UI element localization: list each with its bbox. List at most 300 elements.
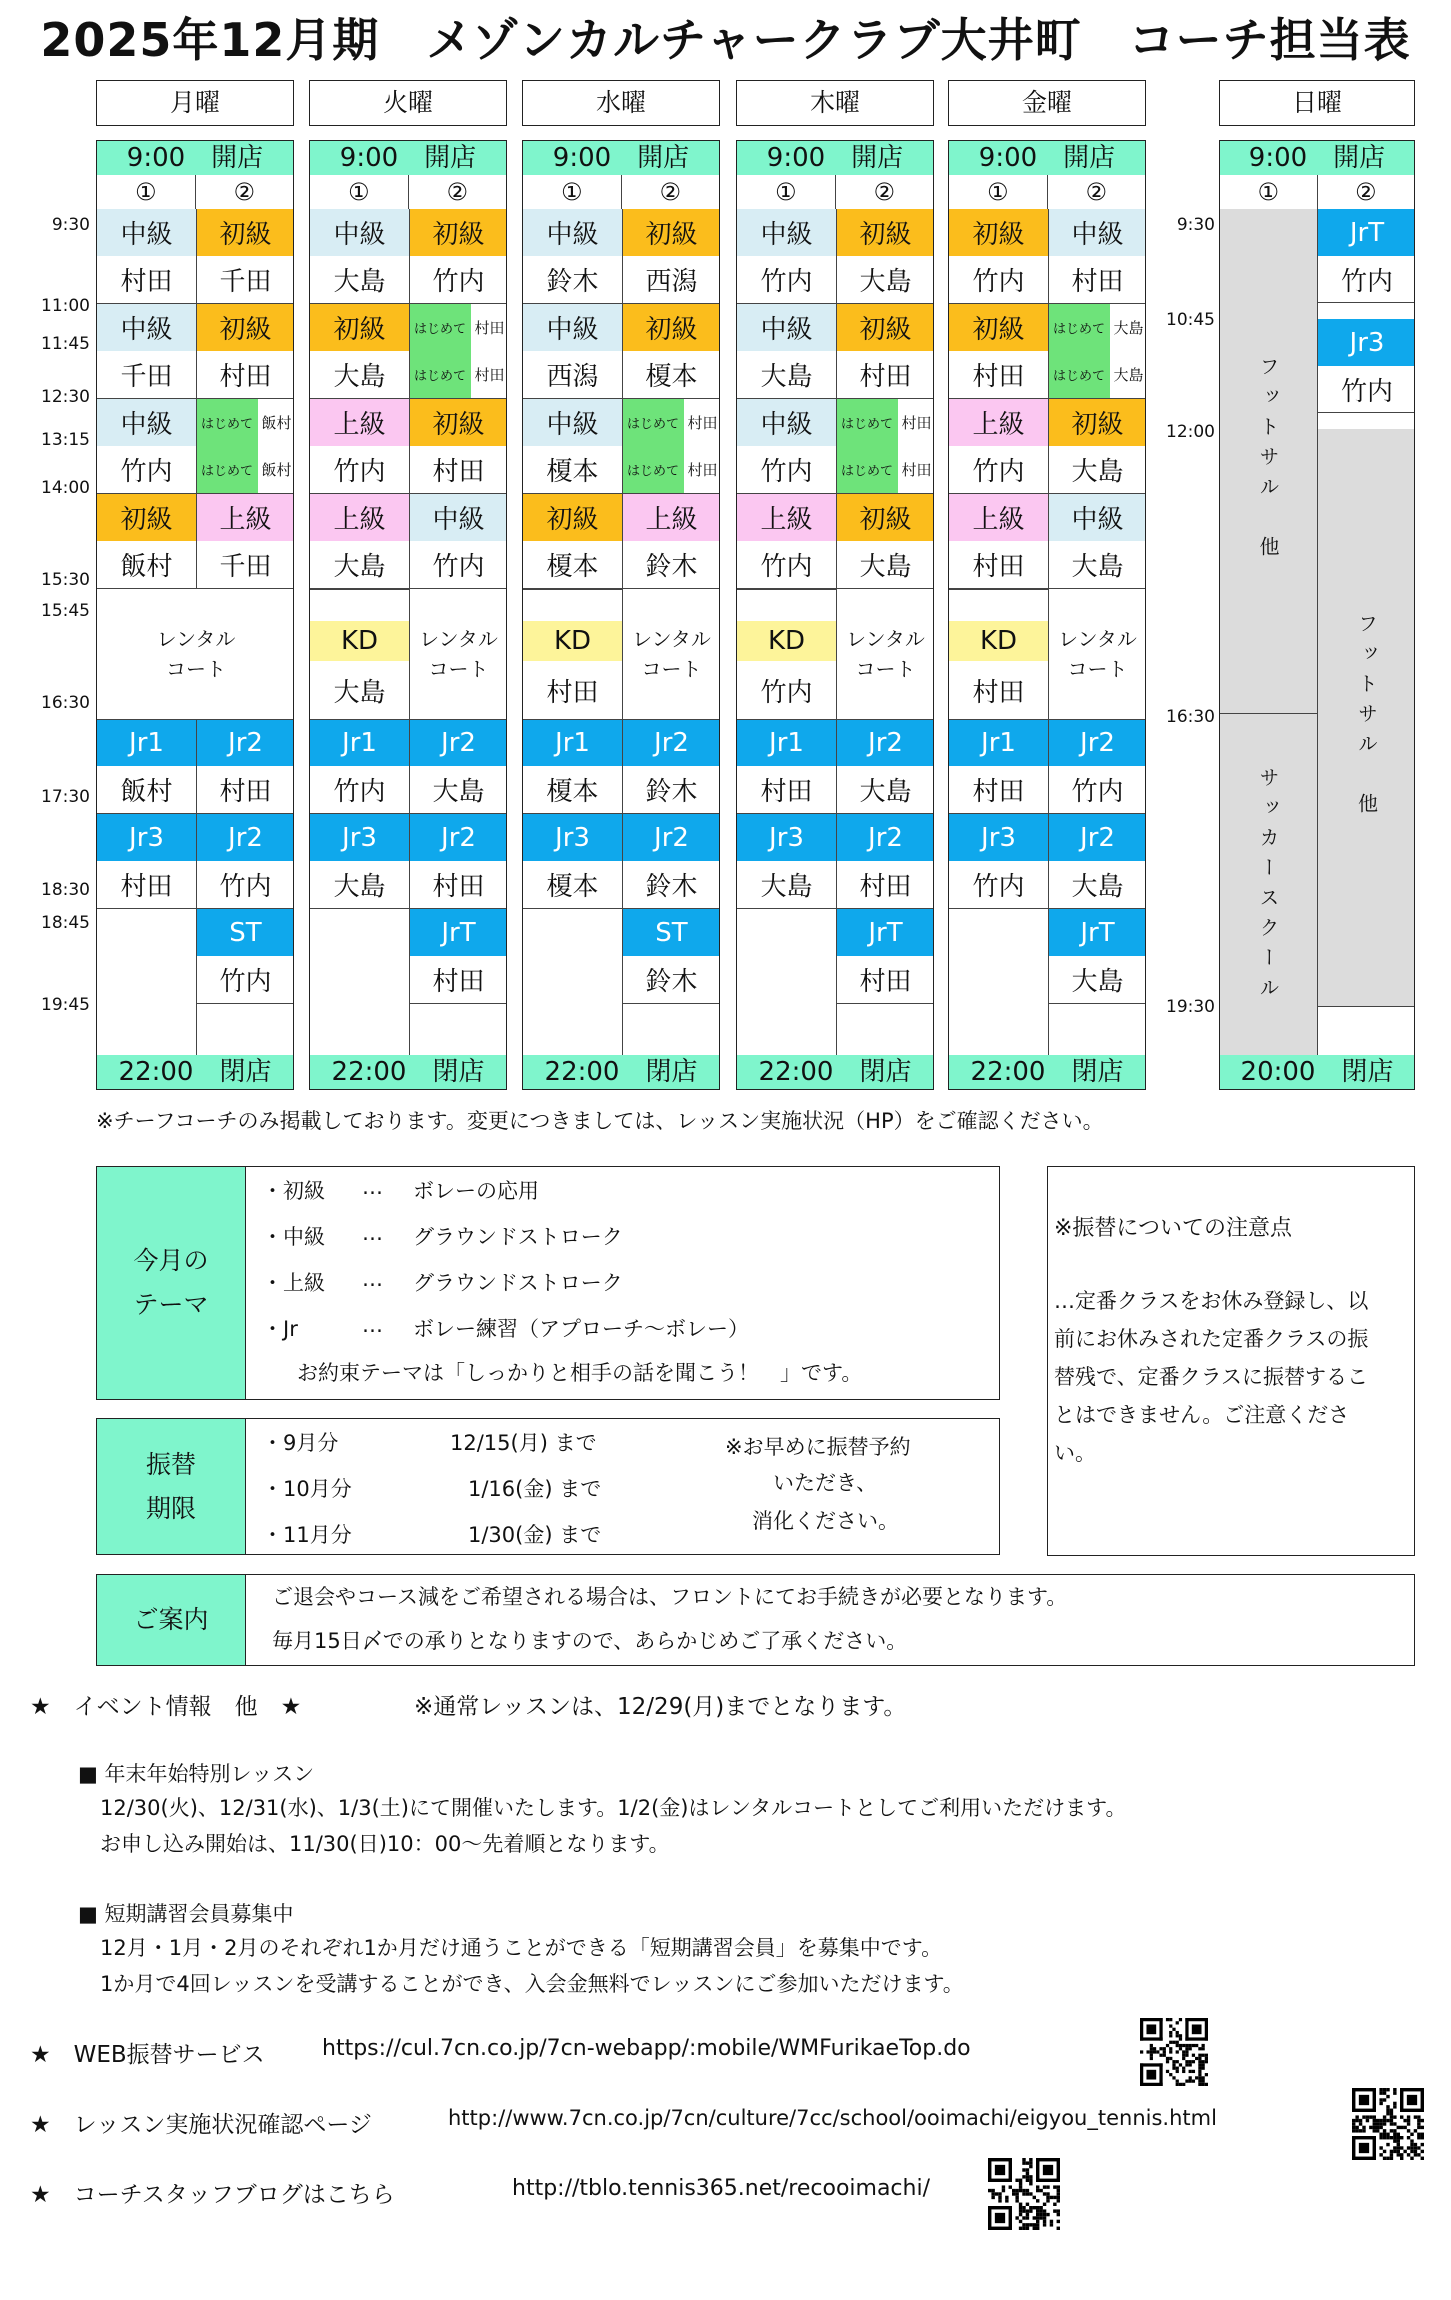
qr-code-lesson-status[interactable] xyxy=(1352,2088,1424,2160)
divider xyxy=(1048,1003,1146,1004)
class-level-jokyu: 上級 xyxy=(196,494,294,541)
rental-line-1: レンタル xyxy=(1058,627,1137,651)
rental-court xyxy=(622,589,720,719)
slot-header xyxy=(737,175,933,210)
transfer-month: ・9月分 xyxy=(262,1431,339,1455)
coach-name: 竹内 xyxy=(333,457,386,487)
special-lesson-line-1: 12/30(火)、12/31(水)、1/3(土)にて開催いたします。1/2(金)はレンタルコートとしてご利用いただけます。 xyxy=(100,1796,1127,1820)
coach-name: 大島 xyxy=(859,777,912,807)
theme-level: ・中級 xyxy=(262,1225,325,1249)
theme-dots: … xyxy=(362,1175,383,1199)
coach-name: 村田 xyxy=(474,366,505,384)
class-level-shokyu: 初級 xyxy=(409,399,507,446)
class-level-jokyu: 上級 xyxy=(622,494,720,541)
coach-name: 大島 xyxy=(1071,872,1124,902)
rental-line-1: レンタル xyxy=(846,627,925,651)
coach-name: 村田 xyxy=(219,777,272,807)
time-label: 10:45 xyxy=(1166,310,1215,330)
coach-name: 竹内 xyxy=(760,267,813,297)
coach-name: 竹内 xyxy=(972,457,1025,487)
coach-name: 大島 xyxy=(432,777,485,807)
hajimete-class xyxy=(196,399,294,446)
class-level-chukyu: 中級 xyxy=(97,209,196,256)
hajimete-class xyxy=(409,351,507,398)
transfer-note-2: いただき、 xyxy=(773,1471,878,1495)
mid-line xyxy=(196,209,197,589)
coach-name: 村田 xyxy=(219,362,272,392)
rental-line-1: レンタル xyxy=(156,627,236,651)
coach-name: 飯村 xyxy=(120,552,173,582)
open-band: 9:00 開店 xyxy=(949,141,1145,175)
coach-name: 鈴木 xyxy=(645,777,698,807)
day-header-wed: 水曜 xyxy=(522,80,720,126)
sun-jr3-class: Jr3 xyxy=(1318,319,1415,366)
day-header-tue: 火曜 xyxy=(309,80,507,126)
caution-title: ※振替についての注意点 xyxy=(1054,1216,1292,1241)
slot-1-label: ① xyxy=(737,175,836,209)
slot-1-label: ① xyxy=(1220,175,1318,209)
class-level-jr: Jr2 xyxy=(1048,814,1146,861)
time-label: 15:45 xyxy=(41,601,90,621)
hajimete-tag: はじめて xyxy=(622,446,684,493)
late-class: ST xyxy=(622,909,720,956)
class-level-shokyu: 初級 xyxy=(196,209,294,256)
coach-name: 飯村 xyxy=(261,461,292,479)
theme-label: 今月の テーマ xyxy=(97,1167,246,1399)
column-mon xyxy=(96,140,294,1090)
slot-2-label: ② xyxy=(659,178,681,206)
open-band: 9:00 開店 xyxy=(97,141,293,175)
class-level-chukyu: 中級 xyxy=(310,209,409,256)
kd-class: KD xyxy=(737,621,836,661)
rental-line-2: コート xyxy=(641,657,702,681)
row-divider xyxy=(523,719,719,720)
close-band: 20:00 閉店 xyxy=(1220,1055,1414,1089)
close-band: 22:00 閉店 xyxy=(737,1055,933,1089)
coach-name: 大島 xyxy=(333,872,386,902)
coach-name: 竹内 xyxy=(760,552,813,582)
sun-jrt-coach: 竹内 xyxy=(1318,256,1415,303)
transfer-deadline: 12/15(月) まで xyxy=(450,1431,597,1455)
hajimete-tag: はじめて xyxy=(196,399,258,446)
coach-name: 大島 xyxy=(1071,552,1124,582)
time-label: 16:30 xyxy=(41,693,90,713)
coach-name: 大島 xyxy=(760,362,813,392)
sunday-column xyxy=(1219,140,1415,1090)
hajimete-class xyxy=(622,446,720,493)
class-level-shokyu: 初級 xyxy=(949,304,1048,351)
theme-dots: … xyxy=(362,1221,383,1245)
class-level-jokyu: 上級 xyxy=(310,399,409,446)
rental-line-2: コート xyxy=(1067,657,1128,681)
coach-name: 竹内 xyxy=(432,267,485,297)
class-level-jr: Jr2 xyxy=(622,814,720,861)
events-header-note: ※通常レッスンは、12/29(月)までとなります。 xyxy=(414,1694,907,1720)
rental-court xyxy=(836,589,934,719)
slot-header xyxy=(97,175,293,210)
day-header-thu: 木曜 xyxy=(736,80,934,126)
coach-name: 飯村 xyxy=(120,777,173,807)
hajimete-class xyxy=(836,399,934,446)
class-level-jr: Jr2 xyxy=(409,814,507,861)
column-fri xyxy=(948,140,1146,1090)
open-band: 9:00 開店 xyxy=(1220,141,1414,175)
kd-class: KD xyxy=(523,621,622,661)
day-header-sun: 日曜 xyxy=(1219,80,1415,126)
divider xyxy=(622,1003,720,1004)
late-coach: 竹内 xyxy=(219,967,272,997)
close-band: 22:00 閉店 xyxy=(310,1055,506,1089)
day-header-fri: 金曜 xyxy=(948,80,1146,126)
info-line-2: 毎月15日〆での承りとなりますので、あらかじめご了承ください。 xyxy=(272,1629,908,1653)
rental-court xyxy=(97,589,294,719)
hajimete-tag: はじめて xyxy=(409,304,471,351)
lesson-status-link[interactable]: http://www.7cn.co.jp/7cn/culture/7cc/school/ooimachi/eigyou_tennis.html xyxy=(448,2106,1217,2130)
mid-line xyxy=(1048,589,1049,719)
mid-line xyxy=(836,589,837,719)
info-line-1: ご退会やコース減をご希望される場合は、フロントにてお手続きが必要となります。 xyxy=(272,1585,1068,1609)
row-divider xyxy=(949,719,1145,720)
class-level-jr: Jr1 xyxy=(310,719,409,766)
close-band: 22:00 閉店 xyxy=(949,1055,1145,1089)
class-level-jr: Jr3 xyxy=(737,814,836,861)
slot-2-label: ② xyxy=(233,178,255,206)
open-band: 9:00 開店 xyxy=(310,141,506,175)
kd-coach: 村田 xyxy=(546,677,599,708)
futsal-block-1 xyxy=(1220,209,1318,714)
hajimete-class xyxy=(836,446,934,493)
late-class: JrT xyxy=(409,909,507,956)
short-term-line-1: 12月・1月・2月のそれぞれ1か月だけ通うことができる「短期講習会員」を募集中です。 xyxy=(100,1936,943,1960)
caution-line: い。 xyxy=(1054,1441,1096,1465)
coach-name: 村田 xyxy=(901,414,932,432)
futsal-block-2 xyxy=(1318,429,1415,1007)
class-level-chukyu: 中級 xyxy=(523,304,622,351)
caution-box xyxy=(1047,1166,1415,1556)
rental-court xyxy=(409,589,507,719)
coach-name: 榎本 xyxy=(546,552,599,582)
soccer-text: サッカースクール xyxy=(1256,766,1280,1007)
coach-name: 村田 xyxy=(972,552,1025,582)
soccer-school-block xyxy=(1220,714,1318,1059)
slot-1-label: ① xyxy=(310,175,409,209)
day-header-mon: 月曜 xyxy=(96,80,294,126)
mid-line xyxy=(409,589,410,719)
coach-name: 竹内 xyxy=(333,777,386,807)
column-wed xyxy=(522,140,720,1090)
coach-name: 西潟 xyxy=(645,267,698,297)
coach-name: 大島 xyxy=(1071,457,1124,487)
class-level-chukyu: 中級 xyxy=(737,304,836,351)
lesson-status-label: ★ レッスン実施状況確認ページ xyxy=(30,2112,372,2138)
short-term-title: ■ 短期講習会員募集中 xyxy=(78,1902,294,1926)
coach-name: 鈴木 xyxy=(546,267,599,297)
class-level-jokyu: 上級 xyxy=(949,399,1048,446)
mid-line xyxy=(1048,719,1049,1055)
hajimete-class xyxy=(196,446,294,493)
class-level-jr: Jr1 xyxy=(523,719,622,766)
transfer-month: ・10月分 xyxy=(262,1477,352,1501)
row-divider xyxy=(737,719,933,720)
theme-level: ・初級 xyxy=(262,1179,325,1203)
class-level-shokyu: 初級 xyxy=(97,494,196,541)
coach-name: 竹内 xyxy=(432,552,485,582)
divider xyxy=(196,1003,294,1004)
caution-line: …定番クラスをお休み登録し、以 xyxy=(1054,1289,1369,1313)
class-level-jr: Jr2 xyxy=(836,719,934,766)
class-level-chukyu: 中級 xyxy=(523,399,622,446)
mid-line xyxy=(622,589,623,719)
kd-coach: 竹内 xyxy=(760,677,813,708)
class-level-shokyu: 初級 xyxy=(949,209,1048,256)
coach-name: 村田 xyxy=(760,777,813,807)
class-level-shokyu: 初級 xyxy=(622,209,720,256)
coach-name: 鈴木 xyxy=(645,872,698,902)
time-label: 12:30 xyxy=(41,387,90,407)
theme-content: ボレー練習（アプローチ～ボレー） xyxy=(413,1317,749,1341)
late-coach: 大島 xyxy=(1071,967,1124,997)
mid-line xyxy=(196,719,197,1055)
theme-content: グラウンドストローク xyxy=(413,1271,623,1295)
class-level-shokyu: 初級 xyxy=(523,494,622,541)
events-header: ★ イベント情報 他 ★ xyxy=(30,1694,302,1720)
late-coach: 村田 xyxy=(432,967,485,997)
hajimete-tag: はじめて xyxy=(1048,351,1110,398)
slot-2-label: ② xyxy=(1354,178,1377,206)
class-level-jr: Jr3 xyxy=(310,814,409,861)
promise-text: お約束テーマは「しっかりと相手の話を聞こう！ 」です。 xyxy=(297,1361,863,1385)
time-label: 9:30 xyxy=(51,215,90,235)
hajimete-tag: はじめて xyxy=(836,446,898,493)
class-level-jokyu: 上級 xyxy=(310,494,409,541)
coach-name: 大島 xyxy=(333,267,386,297)
blog-label: ★ コーチスタッフブログはこちら xyxy=(30,2182,395,2208)
rental-line-1: レンタル xyxy=(632,627,711,651)
theme-dots: … xyxy=(362,1267,383,1291)
class-level-jr: Jr3 xyxy=(949,814,1048,861)
class-level-jr: Jr1 xyxy=(737,719,836,766)
late-coach: 鈴木 xyxy=(645,967,698,997)
hajimete-tag: はじめて xyxy=(622,399,684,446)
class-level-shokyu: 初級 xyxy=(1048,399,1146,446)
web-transfer-link[interactable]: https://cul.7cn.co.jp/7cn-webapp/:mobile/WMFurikaeTop.do xyxy=(322,2036,971,2061)
transfer-note-3: 消化ください。 xyxy=(752,1509,899,1533)
rental-line-2: コート xyxy=(855,657,916,681)
mid-line xyxy=(622,209,623,589)
page-title: 2025年12月期 メゾンカルチャークラブ大井町 コーチ担当表 xyxy=(40,13,1411,67)
kd-class: KD xyxy=(310,621,409,661)
time-label: 18:30 xyxy=(41,880,90,900)
time-label: 12:00 xyxy=(1166,422,1215,442)
blog-link[interactable]: http://tblo.tennis365.net/recooimachi/ xyxy=(512,2176,930,2201)
time-label: 19:45 xyxy=(41,995,90,1015)
divider xyxy=(836,1003,934,1004)
coach-name: 大島 xyxy=(333,362,386,392)
slot-header xyxy=(310,175,506,210)
late-class: JrT xyxy=(1048,909,1146,956)
slot-1-label: ① xyxy=(523,175,622,209)
hajimete-tag: はじめて xyxy=(836,399,898,446)
coach-name: 千田 xyxy=(219,267,272,297)
class-level-jr: Jr1 xyxy=(97,719,196,766)
class-level-chukyu: 中級 xyxy=(737,399,836,446)
time-label: 9:30 xyxy=(1176,215,1215,235)
slot-2-label: ② xyxy=(446,178,468,206)
divider xyxy=(523,589,622,590)
divider xyxy=(310,589,409,590)
theme-level: ・Jr xyxy=(262,1317,298,1341)
chief-coach-note: ※チーフコーチのみ掲載しております。変更につきましては、レッスン実施状況（HP）をご確認ください。 xyxy=(96,1109,1104,1133)
mid-line xyxy=(1048,209,1049,589)
coach-name: 村田 xyxy=(432,872,485,902)
coach-name: 千田 xyxy=(219,552,272,582)
class-level-shokyu: 初級 xyxy=(836,304,934,351)
open-band: 9:00 開店 xyxy=(523,141,719,175)
coach-name: 竹内 xyxy=(972,872,1025,902)
slot-header xyxy=(523,175,719,210)
row-divider xyxy=(97,719,293,720)
coach-name: 西潟 xyxy=(546,362,599,392)
class-level-chukyu: 中級 xyxy=(1048,494,1146,541)
coach-name: 大島 xyxy=(333,552,386,582)
time-label: 17:30 xyxy=(41,787,90,807)
row-divider xyxy=(310,719,506,720)
info-label: ご案内 xyxy=(97,1575,246,1665)
coach-name: 村田 xyxy=(859,362,912,392)
hajimete-tag: はじめて xyxy=(196,446,258,493)
kd-class: KD xyxy=(949,621,1048,661)
coach-name: 村田 xyxy=(474,319,505,337)
class-level-shokyu: 初級 xyxy=(836,209,934,256)
coach-name: 竹内 xyxy=(760,457,813,487)
kd-coach: 村田 xyxy=(972,677,1025,708)
transfer-deadline: 1/30(金) まで xyxy=(468,1523,602,1547)
time-label: 13:15 xyxy=(41,430,90,450)
class-level-chukyu: 中級 xyxy=(97,304,196,351)
divider xyxy=(949,589,1048,590)
coach-name: 飯村 xyxy=(261,414,292,432)
caution-line: 替残で、定番クラスに振替するこ xyxy=(1054,1365,1368,1389)
class-level-jr: Jr2 xyxy=(1048,719,1146,766)
special-lesson-line-2: お申し込み開始は、11/30(日)10：00～先着順となります。 xyxy=(100,1832,670,1856)
rental-line-2: コート xyxy=(428,657,489,681)
hajimete-class xyxy=(409,304,507,351)
futsal-text: フットサル 他 xyxy=(1256,356,1280,566)
time-label: 18:45 xyxy=(41,913,90,933)
hajimete-class xyxy=(622,399,720,446)
coach-name: 大島 xyxy=(760,872,813,902)
column-tue xyxy=(309,140,507,1090)
web-transfer-label: ★ WEB振替サービス xyxy=(30,2042,265,2068)
close-band: 22:00 閉店 xyxy=(97,1055,293,1089)
column-thu xyxy=(736,140,934,1090)
coach-name: 村田 xyxy=(972,777,1025,807)
qr-code-blog[interactable] xyxy=(988,2158,1060,2230)
coach-name: 竹内 xyxy=(219,872,272,902)
class-level-chukyu: 中級 xyxy=(523,209,622,256)
class-level-shokyu: 初級 xyxy=(310,304,409,351)
mid-line xyxy=(409,209,410,589)
class-level-chukyu: 中級 xyxy=(737,209,836,256)
coach-name: 榎本 xyxy=(645,362,698,392)
coach-name: 榎本 xyxy=(546,777,599,807)
rental-court xyxy=(1048,589,1146,719)
coach-name: 大島 xyxy=(1113,366,1144,384)
close-band: 22:00 閉店 xyxy=(523,1055,719,1089)
time-label: 11:45 xyxy=(41,334,90,354)
time-label: 16:30 xyxy=(1166,707,1215,727)
late-class: JrT xyxy=(836,909,934,956)
late-coach: 村田 xyxy=(859,967,912,997)
caution-line: 前にお休みされた定番クラスの振 xyxy=(1054,1327,1369,1351)
coach-name: 村田 xyxy=(859,872,912,902)
class-level-jr: Jr2 xyxy=(622,719,720,766)
coach-name: 村田 xyxy=(901,461,932,479)
coach-name: 榎本 xyxy=(546,872,599,902)
special-lesson-title: ■ 年末年始特別レッスン xyxy=(78,1762,315,1786)
sun-jr3-coach: 竹内 xyxy=(1318,366,1415,413)
coach-name: 竹内 xyxy=(1071,777,1124,807)
class-level-chukyu: 中級 xyxy=(409,494,507,541)
kd-coach: 大島 xyxy=(333,677,386,708)
coach-name: 村田 xyxy=(1071,267,1124,297)
time-label: 14:00 xyxy=(41,478,90,498)
hajimete-tag: はじめて xyxy=(409,351,471,398)
theme-dots: … xyxy=(362,1313,383,1337)
coach-name: 村田 xyxy=(972,362,1025,392)
coach-name: 村田 xyxy=(120,872,173,902)
coach-name: 村田 xyxy=(120,267,173,297)
coach-name: 村田 xyxy=(432,457,485,487)
time-label: 19:30 xyxy=(1166,997,1215,1017)
futsal-text-2: フットサル 他 xyxy=(1354,612,1379,823)
rental-line-1: レンタル xyxy=(419,627,498,651)
class-level-chukyu: 中級 xyxy=(1048,209,1146,256)
class-level-shokyu: 初級 xyxy=(409,209,507,256)
coach-name: 村田 xyxy=(687,461,718,479)
mid-line xyxy=(409,719,410,1055)
transfer-deadline: 1/16(金) まで xyxy=(468,1477,602,1501)
class-level-chukyu: 中級 xyxy=(97,399,196,446)
divider xyxy=(409,1003,507,1004)
class-level-shokyu: 初級 xyxy=(836,494,934,541)
qr-code-web-transfer[interactable] xyxy=(1140,2018,1208,2086)
info-box xyxy=(96,1574,1415,1666)
class-level-shokyu: 初級 xyxy=(622,304,720,351)
hajimete-class xyxy=(1048,351,1146,398)
theme-level: ・上級 xyxy=(262,1271,325,1295)
coach-name: 榎本 xyxy=(546,457,599,487)
transfer-note-1: ※お早めに振替予約 xyxy=(725,1435,911,1459)
class-level-jr: Jr3 xyxy=(97,814,196,861)
coach-name: 大島 xyxy=(1113,319,1144,337)
mid-line xyxy=(836,209,837,589)
divider xyxy=(737,589,836,590)
class-level-jokyu: 上級 xyxy=(949,494,1048,541)
mid-line xyxy=(836,719,837,1055)
short-term-line-2: 1か月で4回レッスンを受講することができ、入会金無料でレッスンにご参加いただけます。 xyxy=(100,1972,964,1996)
slot-header xyxy=(1220,175,1414,210)
time-label: 15:30 xyxy=(41,570,90,590)
slot-1-label: ① xyxy=(97,175,196,209)
transfer-box xyxy=(96,1418,1000,1555)
coach-name: 大島 xyxy=(859,267,912,297)
class-level-jokyu: 上級 xyxy=(737,494,836,541)
slot-header xyxy=(949,175,1145,210)
time-label: 11:00 xyxy=(41,296,90,316)
coach-name: 大島 xyxy=(859,552,912,582)
theme-box xyxy=(96,1166,1000,1400)
